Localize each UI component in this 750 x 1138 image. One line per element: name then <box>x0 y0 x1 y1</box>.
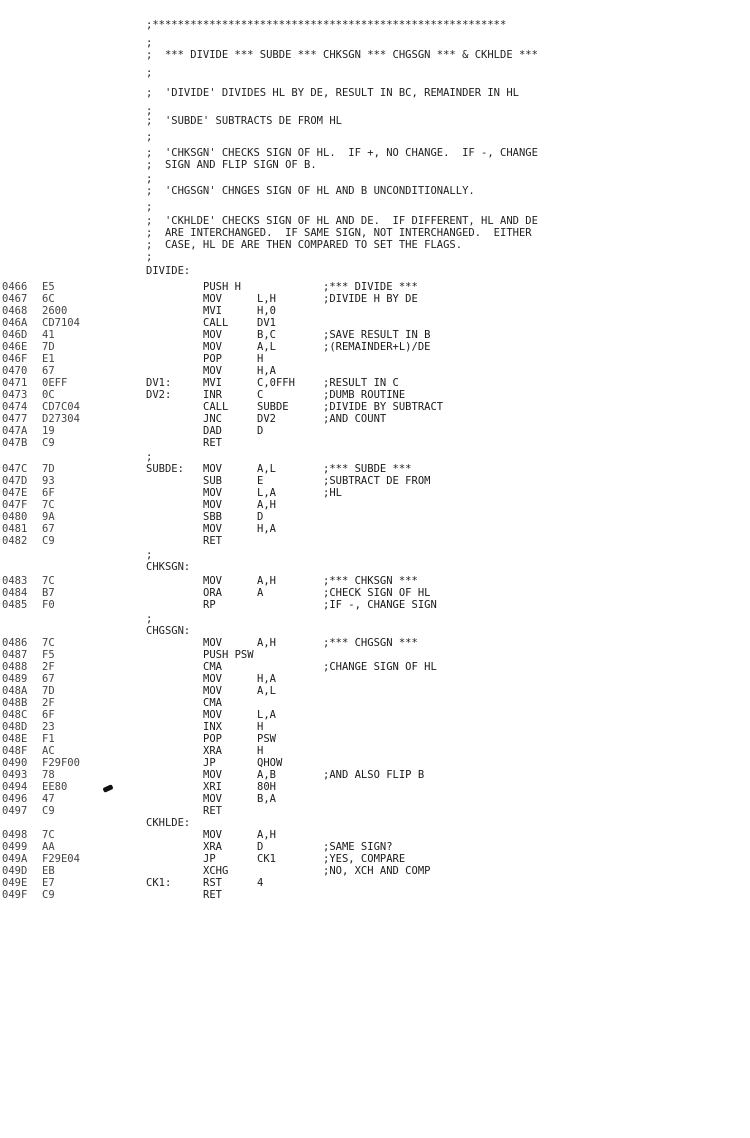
line-address: 047B <box>2 437 28 449</box>
line-operand: B,A <box>257 793 276 805</box>
line-comment: ;RESULT IN C <box>323 377 399 389</box>
line-opcode: MOV <box>203 673 222 685</box>
listing-line <box>0 888 750 902</box>
line-comment: ;*** CHKSGN *** <box>323 575 418 587</box>
line-address: 049D <box>2 865 28 877</box>
line-object-code: 41 <box>42 329 55 341</box>
line-object-code: 67 <box>42 365 55 377</box>
line-opcode: MOV <box>203 499 222 511</box>
listing-line <box>0 130 750 144</box>
line-address: 048C <box>2 709 28 721</box>
line-comment: ;CHANGE SIGN OF HL <box>323 661 437 673</box>
line-label: ; <box>146 173 153 185</box>
line-address: 0485 <box>2 599 28 611</box>
line-label: CHGSGN: <box>146 625 191 637</box>
line-label: ; SIGN AND FLIP SIGN OF B. <box>146 159 317 171</box>
line-operand: 80H <box>257 781 276 793</box>
line-label: ; <box>146 37 153 49</box>
line-address: 0467 <box>2 293 28 305</box>
line-operand: A,H <box>257 637 276 649</box>
line-object-code: 7D <box>42 341 55 353</box>
line-opcode: XRA <box>203 841 222 853</box>
line-address: 0484 <box>2 587 28 599</box>
listing-line <box>0 200 750 214</box>
line-opcode: MVI <box>203 305 222 317</box>
line-opcode: INX <box>203 721 222 733</box>
line-operand: C <box>257 389 264 401</box>
line-object-code: 47 <box>42 793 55 805</box>
line-address: 0486 <box>2 637 28 649</box>
line-address: 0489 <box>2 673 28 685</box>
line-opcode: INR <box>203 389 222 401</box>
line-address: 0496 <box>2 793 28 805</box>
line-comment: ;*** SUBDE *** <box>323 463 412 475</box>
line-address: 047C <box>2 463 28 475</box>
line-label: ; *** DIVIDE *** SUBDE *** CHKSGN *** CHGSGN *** & CKHLDE *** <box>146 49 538 61</box>
line-operand: H <box>257 745 264 757</box>
line-opcode: PUSH H <box>203 281 241 293</box>
line-address: 048F <box>2 745 28 757</box>
line-address: 046E <box>2 341 28 353</box>
line-opcode: MOV <box>203 829 222 841</box>
line-object-code: 7D <box>42 685 55 697</box>
line-opcode: MOV <box>203 329 222 341</box>
line-address: 0480 <box>2 511 28 523</box>
line-comment: ;SAME SIGN? <box>323 841 393 853</box>
line-object-code: F1 <box>42 733 55 745</box>
line-operand: D <box>257 425 264 437</box>
line-operand: A,L <box>257 463 276 475</box>
line-opcode: JP <box>203 853 216 865</box>
line-opcode: MOV <box>203 575 222 587</box>
line-object-code: 7C <box>42 499 55 511</box>
line-opcode: MOV <box>203 793 222 805</box>
line-object-code: CD7C04 <box>42 401 80 413</box>
line-address: 046A <box>2 317 28 329</box>
line-opcode: RP <box>203 599 216 611</box>
line-operand: B,C <box>257 329 276 341</box>
line-label: CK1: <box>146 877 172 889</box>
line-operand: A <box>257 587 264 599</box>
line-opcode: MOV <box>203 709 222 721</box>
line-object-code: CD7104 <box>42 317 80 329</box>
line-object-code: 2F <box>42 661 55 673</box>
line-object-code: C9 <box>42 437 55 449</box>
line-opcode: MOV <box>203 523 222 535</box>
line-opcode: MOV <box>203 463 222 475</box>
line-comment: ;DIVIDE H BY DE <box>323 293 418 305</box>
line-operand: A,H <box>257 829 276 841</box>
listing-line <box>0 264 750 278</box>
line-opcode: RET <box>203 535 222 547</box>
line-address: 0473 <box>2 389 28 401</box>
line-label: DV2: <box>146 389 172 401</box>
line-comment: ;HL <box>323 487 342 499</box>
listing-line <box>0 86 750 100</box>
line-label: ; <box>146 131 153 143</box>
line-comment: ;AND ALSO FLIP B <box>323 769 425 781</box>
listing-line <box>0 114 750 128</box>
line-address: 0474 <box>2 401 28 413</box>
listing-line <box>0 560 750 574</box>
line-operand: A,L <box>257 341 276 353</box>
line-address: 0497 <box>2 805 28 817</box>
listing-line <box>0 18 750 32</box>
listing-line <box>0 598 750 612</box>
line-label: ; 'CHKSGN' CHECKS SIGN OF HL. IF +, NO CHANGE. IF -, CHANGE <box>146 147 538 159</box>
line-object-code: D27304 <box>42 413 80 425</box>
line-object-code: 7C <box>42 829 55 841</box>
line-address: 0471 <box>2 377 28 389</box>
line-label: ; 'DIVIDE' DIVIDES HL BY DE, RESULT IN BC, REMAINDER IN HL <box>146 87 519 99</box>
line-object-code: 7C <box>42 575 55 587</box>
line-address: 048B <box>2 697 28 709</box>
line-comment: ;SAVE RESULT IN B <box>323 329 431 341</box>
line-address: 047A <box>2 425 28 437</box>
line-object-code: F5 <box>42 649 55 661</box>
line-label: DV1: <box>146 377 172 389</box>
line-object-code: 6C <box>42 293 55 305</box>
line-opcode: SUB <box>203 475 222 487</box>
line-operand: D <box>257 841 264 853</box>
line-opcode: MOV <box>203 341 222 353</box>
line-address: 0499 <box>2 841 28 853</box>
line-address: 048A <box>2 685 28 697</box>
line-operand: H <box>257 721 264 733</box>
line-object-code: 19 <box>42 425 55 437</box>
line-address: 0466 <box>2 281 28 293</box>
line-opcode: MVI <box>203 377 222 389</box>
line-opcode: POP <box>203 733 222 745</box>
line-comment: ;CHECK SIGN OF HL <box>323 587 431 599</box>
line-address: 0498 <box>2 829 28 841</box>
line-object-code: 6F <box>42 709 55 721</box>
line-comment: ;*** DIVIDE *** <box>323 281 418 293</box>
line-address: 047F <box>2 499 28 511</box>
listing-line <box>0 184 750 198</box>
line-comment: ;DIVIDE BY SUBTRACT <box>323 401 444 413</box>
line-label: ;******************************************************** <box>146 19 507 31</box>
line-object-code: 6F <box>42 487 55 499</box>
line-operand: CK1 <box>257 853 276 865</box>
line-object-code: AA <box>42 841 55 853</box>
line-operand: A,L <box>257 685 276 697</box>
line-operand: C,0FFH <box>257 377 295 389</box>
line-label: ; <box>146 613 153 625</box>
line-opcode: CMA <box>203 661 222 673</box>
line-opcode: MOV <box>203 293 222 305</box>
line-label: ; ARE INTERCHANGED. IF SAME SIGN, NOT INTERCHANGED. EITHER <box>146 227 532 239</box>
line-label: ; 'SUBDE' SUBTRACTS DE FROM HL <box>146 115 342 127</box>
line-operand: DV2 <box>257 413 276 425</box>
line-comment: ;YES, COMPARE <box>323 853 406 865</box>
line-address: 0493 <box>2 769 28 781</box>
line-opcode: XRA <box>203 745 222 757</box>
line-operand: PSW <box>257 733 276 745</box>
line-opcode: PUSH PSW <box>203 649 254 661</box>
line-object-code: F29E04 <box>42 853 80 865</box>
line-comment: ;NO, XCH AND COMP <box>323 865 431 877</box>
line-operand: D <box>257 511 264 523</box>
line-address: 048D <box>2 721 28 733</box>
line-opcode: CALL <box>203 401 229 413</box>
line-operand: 4 <box>257 877 264 889</box>
line-opcode: MOV <box>203 769 222 781</box>
line-object-code: 78 <box>42 769 55 781</box>
line-opcode: XCHG <box>203 865 229 877</box>
line-opcode: MOV <box>203 637 222 649</box>
line-object-code: C9 <box>42 889 55 901</box>
line-object-code: 7D <box>42 463 55 475</box>
line-comment: ;*** CHGSGN *** <box>323 637 418 649</box>
line-object-code: C9 <box>42 535 55 547</box>
line-object-code: EB <box>42 865 55 877</box>
line-opcode: ORA <box>203 587 222 599</box>
line-address: 049E <box>2 877 28 889</box>
listing-line <box>0 158 750 172</box>
line-object-code: 0EFF <box>42 377 68 389</box>
line-address: 0470 <box>2 365 28 377</box>
line-object-code: 67 <box>42 523 55 535</box>
line-label: DIVIDE: <box>146 265 191 277</box>
line-address: 0477 <box>2 413 28 425</box>
listing-line <box>0 534 750 548</box>
line-address: 049F <box>2 889 28 901</box>
line-operand: H,A <box>257 365 276 377</box>
line-label: ; 'CKHLDE' CHECKS SIGN OF HL AND DE. IF DIFFERENT, HL AND DE <box>146 215 538 227</box>
line-object-code: 7C <box>42 637 55 649</box>
line-opcode: POP <box>203 353 222 365</box>
line-object-code: F0 <box>42 599 55 611</box>
line-label: CHKSGN: <box>146 561 191 573</box>
line-object-code: 67 <box>42 673 55 685</box>
line-operand: H <box>257 353 264 365</box>
line-comment: ;SUBTRACT DE FROM <box>323 475 431 487</box>
listing-line <box>0 66 750 80</box>
line-object-code: 23 <box>42 721 55 733</box>
line-object-code: C9 <box>42 805 55 817</box>
line-address: 047D <box>2 475 28 487</box>
line-address: 046F <box>2 353 28 365</box>
line-opcode: CALL <box>203 317 229 329</box>
line-address: 046D <box>2 329 28 341</box>
line-opcode: MOV <box>203 365 222 377</box>
line-comment: ;(REMAINDER+L)/DE <box>323 341 431 353</box>
line-operand: H,A <box>257 523 276 535</box>
listing-line <box>0 436 750 450</box>
line-opcode: JP <box>203 757 216 769</box>
line-object-code: 2F <box>42 697 55 709</box>
line-operand: A,B <box>257 769 276 781</box>
line-object-code: B7 <box>42 587 55 599</box>
line-label: ; 'CHGSGN' CHNGES SIGN OF HL AND B UNCONDITIONALLY. <box>146 185 475 197</box>
line-opcode: RET <box>203 437 222 449</box>
line-address: 0482 <box>2 535 28 547</box>
line-opcode: RST <box>203 877 222 889</box>
line-address: 0490 <box>2 757 28 769</box>
listing-line <box>0 48 750 62</box>
line-object-code: 9A <box>42 511 55 523</box>
line-opcode: RET <box>203 889 222 901</box>
line-address: 0481 <box>2 523 28 535</box>
line-address: 0483 <box>2 575 28 587</box>
line-label: ; <box>146 451 153 463</box>
line-comment: ;IF -, CHANGE SIGN <box>323 599 437 611</box>
line-opcode: JNC <box>203 413 222 425</box>
line-operand: SUBDE <box>257 401 289 413</box>
line-label: ; <box>146 67 153 79</box>
line-operand: L,A <box>257 487 276 499</box>
line-label: CKHLDE: <box>146 817 191 829</box>
line-opcode: CMA <box>203 697 222 709</box>
line-address: 048E <box>2 733 28 745</box>
line-address: 0468 <box>2 305 28 317</box>
line-label: ; CASE, HL DE ARE THEN COMPARED TO SET THE FLAGS. <box>146 239 463 251</box>
line-object-code: AC <box>42 745 55 757</box>
line-object-code: E5 <box>42 281 55 293</box>
line-label: ; <box>146 201 153 213</box>
line-address: 047E <box>2 487 28 499</box>
listing-line <box>0 250 750 264</box>
line-object-code: E7 <box>42 877 55 889</box>
line-object-code: EE80 <box>42 781 68 793</box>
line-address: 0494 <box>2 781 28 793</box>
line-comment: ;DUMB ROUTINE <box>323 389 406 401</box>
line-operand: L,A <box>257 709 276 721</box>
line-comment: ;AND COUNT <box>323 413 387 425</box>
line-address: 049A <box>2 853 28 865</box>
line-object-code: 2600 <box>42 305 68 317</box>
line-object-code: 0C <box>42 389 55 401</box>
line-object-code: F29F00 <box>42 757 80 769</box>
line-operand: E <box>257 475 264 487</box>
line-label: SUBDE: <box>146 463 184 475</box>
line-object-code: E1 <box>42 353 55 365</box>
line-opcode: MOV <box>203 685 222 697</box>
line-opcode: DAD <box>203 425 222 437</box>
line-operand: L,H <box>257 293 276 305</box>
line-address: 0488 <box>2 661 28 673</box>
line-operand: H,0 <box>257 305 276 317</box>
line-operand: QHOW <box>257 757 283 769</box>
line-opcode: XRI <box>203 781 222 793</box>
line-opcode: SBB <box>203 511 222 523</box>
line-operand: A,H <box>257 499 276 511</box>
line-label: ; <box>146 549 153 561</box>
line-operand: DV1 <box>257 317 276 329</box>
line-opcode: MOV <box>203 487 222 499</box>
line-operand: H,A <box>257 673 276 685</box>
line-object-code: 93 <box>42 475 55 487</box>
line-label: ; <box>146 251 153 263</box>
line-label: ; <box>146 105 153 117</box>
line-opcode: RET <box>203 805 222 817</box>
line-address: 0487 <box>2 649 28 661</box>
line-operand: A,H <box>257 575 276 587</box>
